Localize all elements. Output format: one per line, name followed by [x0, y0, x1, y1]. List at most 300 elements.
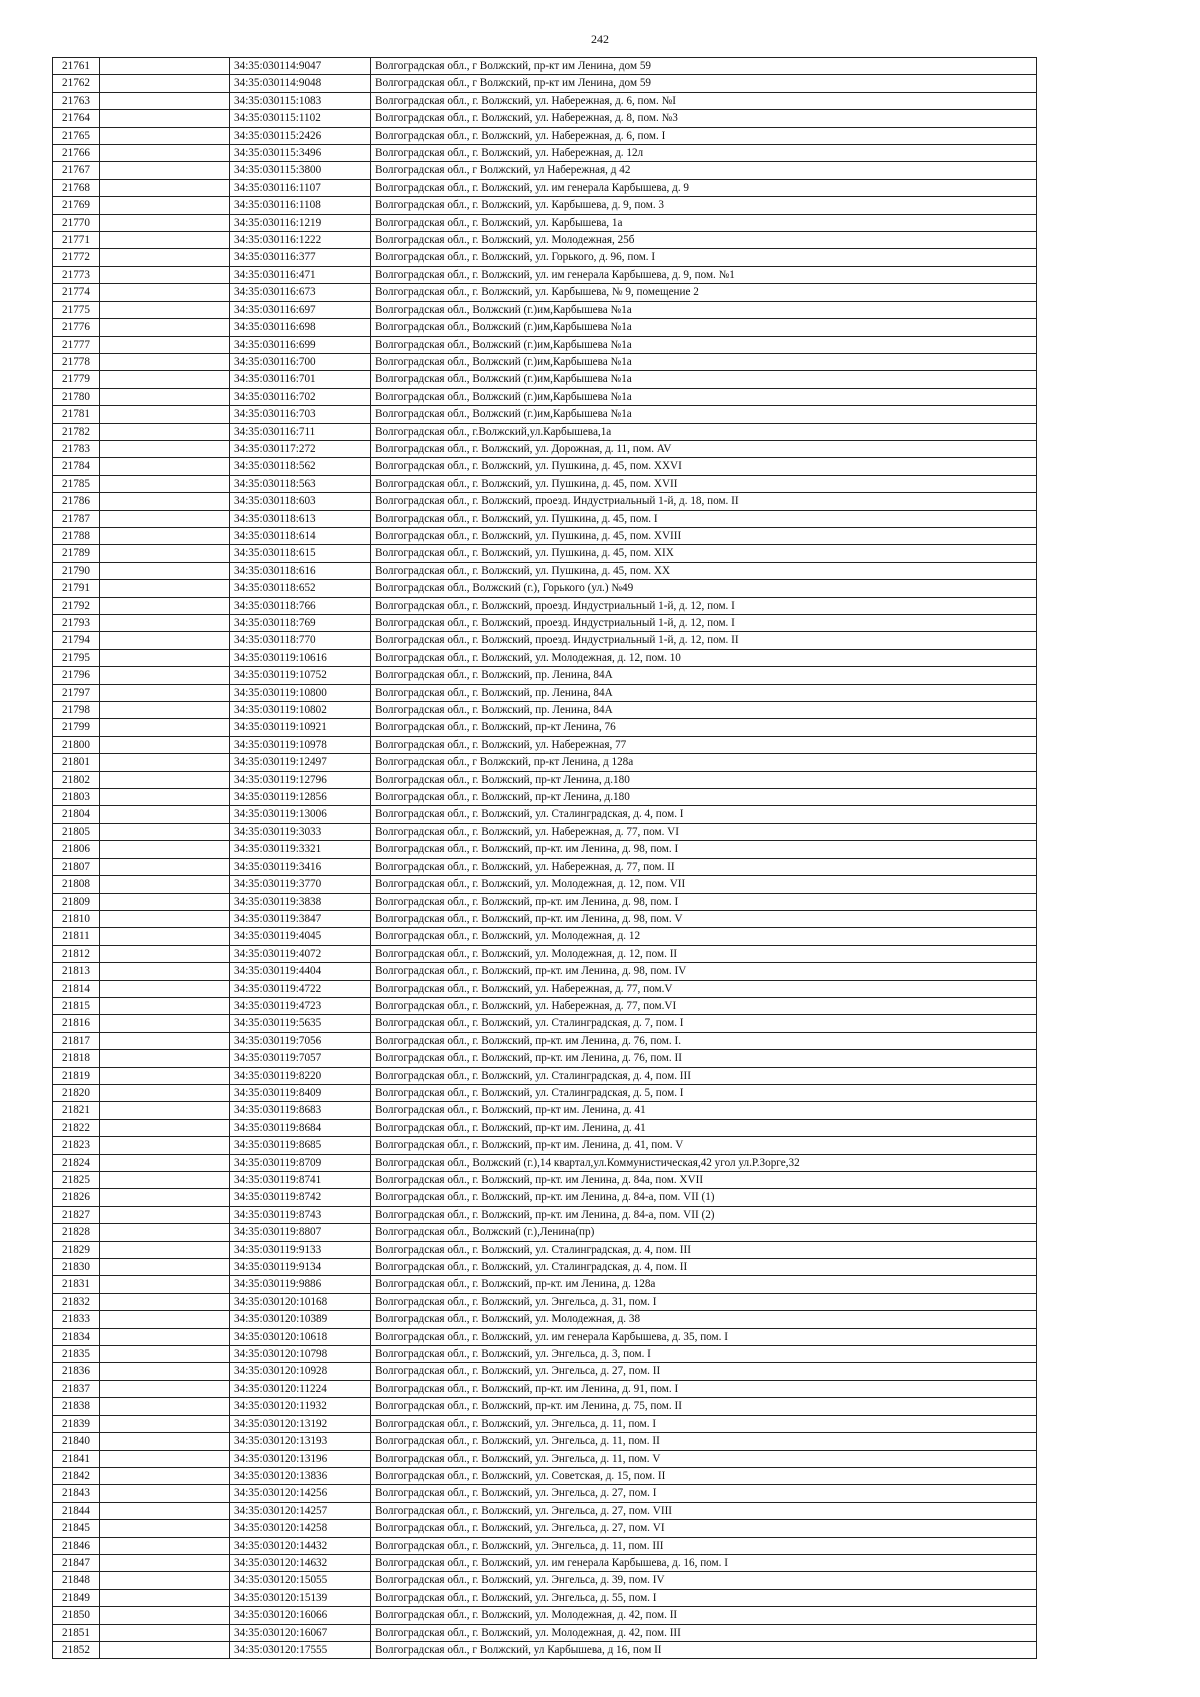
- table-row: [53, 667, 1037, 684]
- cadastral-number: 34:35:030120:14258: [230, 1520, 371, 1537]
- table-row: [53, 179, 1037, 196]
- empty-cell: [100, 266, 230, 283]
- cadastral-number: 34:35:030116:471: [230, 266, 371, 283]
- empty-cell: [100, 1154, 230, 1171]
- cadastral-number: 34:35:030119:8683: [230, 1102, 371, 1119]
- cadastral-number: 34:35:030118:563: [230, 475, 371, 492]
- row-number: 21815: [53, 997, 100, 1014]
- address: Волгоградская обл., г. Волжский, пр-кт им. Ленина, д. 41, пом. V: [371, 1137, 1037, 1154]
- cadastral-number: 34:35:030118:615: [230, 545, 371, 562]
- empty-cell: [100, 1502, 230, 1519]
- empty-cell: [100, 649, 230, 666]
- address: Волгоградская обл., г. Волжский, ул. Карбышева, д. 9, пом. 3: [371, 197, 1037, 214]
- cadastral-number: 34:35:030120:11932: [230, 1398, 371, 1415]
- address: Волгоградская обл., г. Волжский, ул. Сталинградская, д. 4, пом. II: [371, 1259, 1037, 1276]
- empty-cell: [100, 858, 230, 875]
- table-row: [53, 1641, 1037, 1658]
- row-number: 21849: [53, 1589, 100, 1606]
- cadastral-number: 34:35:030119:8685: [230, 1137, 371, 1154]
- empty-cell: [100, 1398, 230, 1415]
- empty-cell: [100, 197, 230, 214]
- table-row: [53, 649, 1037, 666]
- address: Волгоградская обл., г. Волжский, пр-кт. им Ленина, д. 84-а, пом. VII (1): [371, 1189, 1037, 1206]
- address: Волгоградская обл., г. Волжский, ул. Молодежная, 25б: [371, 232, 1037, 249]
- row-number: 21789: [53, 545, 100, 562]
- empty-cell: [100, 162, 230, 179]
- address: Волгоградская обл., г. Волжский, ул. им генерала Карбышева, д. 35, пом. I: [371, 1328, 1037, 1345]
- address: Волгоградская обл., г. Волжский, ул. Карбышева, 1а: [371, 214, 1037, 231]
- cadastral-number: 34:35:030120:16067: [230, 1624, 371, 1641]
- row-number: 21790: [53, 562, 100, 579]
- row-number: 21769: [53, 197, 100, 214]
- empty-cell: [100, 980, 230, 997]
- address: Волгоградская обл., г. Волжский, пр-кт. им Ленина, д. 128а: [371, 1276, 1037, 1293]
- table-row: [53, 527, 1037, 544]
- row-number: 21774: [53, 284, 100, 301]
- row-number: 21763: [53, 92, 100, 109]
- cadastral-number: 34:35:030119:3033: [230, 823, 371, 840]
- empty-cell: [100, 510, 230, 527]
- address: Волгоградская обл., г. Волжский, ул. Карбышева, № 9, помещение 2: [371, 284, 1037, 301]
- cadastral-number: 34:35:030118:652: [230, 580, 371, 597]
- table-row: [53, 1172, 1037, 1189]
- row-number: 21796: [53, 667, 100, 684]
- empty-cell: [100, 1450, 230, 1467]
- address: Волгоградская обл., г. Волжский, ул. Энгельса, д. 3, пом. I: [371, 1346, 1037, 1363]
- row-number: 21772: [53, 249, 100, 266]
- row-number: 21823: [53, 1137, 100, 1154]
- address: Волгоградская обл., Волжский (г.), Горького (ул.) №49: [371, 580, 1037, 597]
- address: Волгоградская обл., г. Волжский, пр-кт. им Ленина, д. 84-а, пом. VII (2): [371, 1206, 1037, 1223]
- empty-cell: [100, 1467, 230, 1484]
- table-row: [53, 475, 1037, 492]
- empty-cell: [100, 841, 230, 858]
- address: Волгоградская обл., г. Волжский, ул. Молодежная, д. 12, пом. II: [371, 945, 1037, 962]
- row-number: 21791: [53, 580, 100, 597]
- empty-cell: [100, 127, 230, 144]
- row-number: 21765: [53, 127, 100, 144]
- row-number: 21803: [53, 789, 100, 806]
- empty-cell: [100, 1050, 230, 1067]
- table-row: [53, 980, 1037, 997]
- address: Волгоградская обл., г Волжский, ул Карбышева, д 16, пом II: [371, 1641, 1037, 1658]
- table-row: [53, 458, 1037, 475]
- registry-table: [52, 57, 1037, 1659]
- address: Волгоградская обл., г. Волжский, пр-кт им. Ленина, д. 41: [371, 1119, 1037, 1136]
- cadastral-number: 34:35:030116:377: [230, 249, 371, 266]
- cadastral-number: 34:35:030120:10798: [230, 1346, 371, 1363]
- cadastral-number: 34:35:030119:8409: [230, 1084, 371, 1101]
- cadastral-number: 34:35:030116:1108: [230, 197, 371, 214]
- empty-cell: [100, 249, 230, 266]
- cadastral-number: 34:35:030116:698: [230, 319, 371, 336]
- table-row: [53, 232, 1037, 249]
- address: Волгоградская обл., г. Волжский, ул. Энгельса, д. 31, пом. I: [371, 1293, 1037, 1310]
- address: Волгоградская обл., г. Волжский, ул. Пушкина, д. 45, пом. XVIII: [371, 527, 1037, 544]
- table-row: [53, 1485, 1037, 1502]
- cadastral-number: 34:35:030118:614: [230, 527, 371, 544]
- row-number: 21777: [53, 336, 100, 353]
- address: Волгоградская обл., г. Волжский, проезд. Индустриальный 1-й, д. 12, пом. II: [371, 632, 1037, 649]
- empty-cell: [100, 1311, 230, 1328]
- table-row: [53, 1328, 1037, 1345]
- table-row: [53, 1050, 1037, 1067]
- row-number: 21851: [53, 1624, 100, 1641]
- table-row: [53, 841, 1037, 858]
- row-number: 21800: [53, 736, 100, 753]
- address: Волгоградская обл., Волжский (г.)им,Карбышева №1а: [371, 406, 1037, 423]
- table-row: [53, 1433, 1037, 1450]
- row-number: 21810: [53, 910, 100, 927]
- row-number: 21797: [53, 684, 100, 701]
- table-row: [53, 910, 1037, 927]
- row-number: 21809: [53, 893, 100, 910]
- address: Волгоградская обл., г. Волжский, ул. Энгельса, д. 11, пом. III: [371, 1537, 1037, 1554]
- empty-cell: [100, 1032, 230, 1049]
- address: Волгоградская обл., г. Волжский, ул. Пушкина, д. 45, пом. I: [371, 510, 1037, 527]
- cadastral-number: 34:35:030119:3770: [230, 876, 371, 893]
- empty-cell: [100, 319, 230, 336]
- address: Волгоградская обл., г Волжский, пр-кт им Ленина, дом 59: [371, 58, 1037, 75]
- table-row: [53, 284, 1037, 301]
- address: Волгоградская обл., Волжский (г.)им,Карбышева №1а: [371, 336, 1037, 353]
- cadastral-number: 34:35:030119:4723: [230, 997, 371, 1014]
- empty-cell: [100, 110, 230, 127]
- row-number: 21793: [53, 615, 100, 632]
- table-row: [53, 371, 1037, 388]
- row-number: 21773: [53, 266, 100, 283]
- empty-cell: [100, 1224, 230, 1241]
- address: Волгоградская обл., г. Волжский, ул. Набережная, 77: [371, 736, 1037, 753]
- cadastral-number: 34:35:030120:13196: [230, 1450, 371, 1467]
- empty-cell: [100, 301, 230, 318]
- row-number: 21844: [53, 1502, 100, 1519]
- row-number: 21816: [53, 1015, 100, 1032]
- empty-cell: [100, 284, 230, 301]
- address: Волгоградская обл., г. Волжский, пр-кт. им Ленина, д. 76, пом. I.: [371, 1032, 1037, 1049]
- address: Волгоградская обл., г. Волжский, ул. Энгельса, д. 27, пом. VIII: [371, 1502, 1037, 1519]
- table-row: [53, 1398, 1037, 1415]
- empty-cell: [100, 545, 230, 562]
- empty-cell: [100, 754, 230, 771]
- row-number: 21822: [53, 1119, 100, 1136]
- table-row: [53, 58, 1037, 75]
- address: Волгоградская обл., г. Волжский, ул. Набережная, д. 77, пом.V: [371, 980, 1037, 997]
- table-row: [53, 1137, 1037, 1154]
- empty-cell: [100, 632, 230, 649]
- table-row: [53, 1537, 1037, 1554]
- table-row: [53, 510, 1037, 527]
- empty-cell: [100, 1119, 230, 1136]
- empty-cell: [100, 1259, 230, 1276]
- row-number: 21811: [53, 928, 100, 945]
- row-number: 21775: [53, 301, 100, 318]
- empty-cell: [100, 1415, 230, 1432]
- cadastral-number: 34:35:030119:10802: [230, 702, 371, 719]
- table-row: [53, 1015, 1037, 1032]
- empty-cell: [100, 1328, 230, 1345]
- empty-cell: [100, 893, 230, 910]
- row-number: 21836: [53, 1363, 100, 1380]
- empty-cell: [100, 145, 230, 162]
- row-number: 21839: [53, 1415, 100, 1432]
- table-row: [53, 1311, 1037, 1328]
- cadastral-number: 34:35:030119:8742: [230, 1189, 371, 1206]
- table-row: [53, 580, 1037, 597]
- address: Волгоградская обл., г. Волжский, ул. Набережная, д. 77, пом. II: [371, 858, 1037, 875]
- address: Волгоградская обл., г. Волжский, ул. Дорожная, д. 11, пом. AV: [371, 440, 1037, 457]
- table-row: [53, 1554, 1037, 1571]
- table-row: [53, 162, 1037, 179]
- address: Волгоградская обл., г. Волжский, ул. Набережная, д. 6, пом. I: [371, 127, 1037, 144]
- cadastral-number: 34:35:030120:13193: [230, 1433, 371, 1450]
- cadastral-number: 34:35:030119:12856: [230, 789, 371, 806]
- cadastral-number: 34:35:030120:13192: [230, 1415, 371, 1432]
- table-row: [53, 876, 1037, 893]
- cadastral-number: 34:35:030119:4404: [230, 963, 371, 980]
- row-number: 21787: [53, 510, 100, 527]
- address: Волгоградская обл., г. Волжский, ул. Набережная, д. 6, пом. №I: [371, 92, 1037, 109]
- table-row: [53, 110, 1037, 127]
- address: Волгоградская обл., г. Волжский, пр-кт Ленина, 76: [371, 719, 1037, 736]
- row-number: 21776: [53, 319, 100, 336]
- table-row: [53, 597, 1037, 614]
- address: Волгоградская обл., г. Волжский, ул. Энгельса, д. 11, пом. V: [371, 1450, 1037, 1467]
- address: Волгоградская обл., г. Волжский, ул. Молодежная, д. 12, пом. 10: [371, 649, 1037, 666]
- empty-cell: [100, 423, 230, 440]
- table-row: [53, 858, 1037, 875]
- table-row: [53, 632, 1037, 649]
- empty-cell: [100, 92, 230, 109]
- cadastral-number: 34:35:030119:9134: [230, 1259, 371, 1276]
- empty-cell: [100, 1485, 230, 1502]
- table-row: [53, 127, 1037, 144]
- empty-cell: [100, 371, 230, 388]
- row-number: 21778: [53, 353, 100, 370]
- cadastral-number: 34:35:030115:3800: [230, 162, 371, 179]
- cadastral-number: 34:35:030119:4072: [230, 945, 371, 962]
- address: Волгоградская обл., г. Волжский, ул. Молодежная, д. 42, пом. III: [371, 1624, 1037, 1641]
- row-number: 21826: [53, 1189, 100, 1206]
- row-number: 21830: [53, 1259, 100, 1276]
- empty-cell: [100, 580, 230, 597]
- row-number: 21794: [53, 632, 100, 649]
- table-row: [53, 266, 1037, 283]
- empty-cell: [100, 806, 230, 823]
- table-row: [53, 1624, 1037, 1641]
- address: Волгоградская обл., г. Волжский, пр-кт. им Ленина, д. 98, пом. I: [371, 841, 1037, 858]
- address: Волгоградская обл., г Волжский, пр-кт им Ленина, дом 59: [371, 75, 1037, 92]
- address: Волгоградская обл., г. Волжский, пр-кт. им Ленина, д. 84а, пом. XVII: [371, 1172, 1037, 1189]
- empty-cell: [100, 232, 230, 249]
- address: Волгоградская обл., г. Волжский, пр. Ленина, 84А: [371, 667, 1037, 684]
- row-number: 21831: [53, 1276, 100, 1293]
- cadastral-number: 34:35:030118:616: [230, 562, 371, 579]
- address: Волгоградская обл., г. Волжский, ул. Пушкина, д. 45, пом. XVII: [371, 475, 1037, 492]
- row-number: 21807: [53, 858, 100, 875]
- address: Волгоградская обл., г. Волжский, ул. Молодежная, д. 38: [371, 1311, 1037, 1328]
- cadastral-number: 34:35:030120:14432: [230, 1537, 371, 1554]
- cadastral-number: 34:35:030120:10928: [230, 1363, 371, 1380]
- table-row: [53, 1589, 1037, 1606]
- table-row: [53, 1380, 1037, 1397]
- address: Волгоградская обл., г. Волжский, ул. Энгельса, д. 11, пом. I: [371, 1415, 1037, 1432]
- table-row: [53, 1346, 1037, 1363]
- cadastral-number: 34:35:030119:10921: [230, 719, 371, 736]
- empty-cell: [100, 1607, 230, 1624]
- empty-cell: [100, 597, 230, 614]
- address: Волгоградская обл., г.Волжский,ул.Карбышева,1а: [371, 423, 1037, 440]
- empty-cell: [100, 1015, 230, 1032]
- row-number: 21843: [53, 1485, 100, 1502]
- address: Волгоградская обл., г. Волжский, ул. Сталинградская, д. 4, пом. I: [371, 806, 1037, 823]
- cadastral-number: 34:35:030118:562: [230, 458, 371, 475]
- table-row: [53, 562, 1037, 579]
- empty-cell: [100, 1067, 230, 1084]
- cadastral-number: 34:35:030119:10752: [230, 667, 371, 684]
- address: Волгоградская обл., Волжский (г.),14 квартал,ул.Коммунистическая,42 угол ул.Р.Зорге,32: [371, 1154, 1037, 1171]
- table-row: [53, 823, 1037, 840]
- cadastral-number: 34:35:030118:769: [230, 615, 371, 632]
- row-number: 21813: [53, 963, 100, 980]
- cadastral-number: 34:35:030114:9047: [230, 58, 371, 75]
- cadastral-number: 34:35:030119:9133: [230, 1241, 371, 1258]
- cadastral-number: 34:35:030116:701: [230, 371, 371, 388]
- address: Волгоградская обл., г Волжский, пр-кт Ленина, д 128а: [371, 754, 1037, 771]
- row-number: 21780: [53, 388, 100, 405]
- empty-cell: [100, 1363, 230, 1380]
- address: Волгоградская обл., Волжский (г.)им,Карбышева №1а: [371, 301, 1037, 318]
- empty-cell: [100, 667, 230, 684]
- table-row: [53, 545, 1037, 562]
- cadastral-number: 34:35:030119:10978: [230, 736, 371, 753]
- table-row: [53, 353, 1037, 370]
- cadastral-number: 34:35:030119:8220: [230, 1067, 371, 1084]
- address: Волгоградская обл., г. Волжский, ул. Пушкина, д. 45, пом. XIX: [371, 545, 1037, 562]
- empty-cell: [100, 1380, 230, 1397]
- table-row: [53, 997, 1037, 1014]
- row-number: 21764: [53, 110, 100, 127]
- row-number: 21814: [53, 980, 100, 997]
- address: Волгоградская обл., г. Волжский, пр-кт Ленина, д.180: [371, 771, 1037, 788]
- empty-cell: [100, 1276, 230, 1293]
- table-row: [53, 1293, 1037, 1310]
- row-number: 21846: [53, 1537, 100, 1554]
- table-row: [53, 92, 1037, 109]
- address: Волгоградская обл., г. Волжский, ул. Советская, д. 15, пом. II: [371, 1467, 1037, 1484]
- cadastral-number: 34:35:030119:4045: [230, 928, 371, 945]
- cadastral-number: 34:35:030120:10389: [230, 1311, 371, 1328]
- empty-cell: [100, 1554, 230, 1571]
- row-number: 21841: [53, 1450, 100, 1467]
- address: Волгоградская обл., Волжский (г.)им,Карбышева №1а: [371, 319, 1037, 336]
- table-row: [53, 319, 1037, 336]
- row-number: 21781: [53, 406, 100, 423]
- address: Волгоградская обл., г. Волжский, ул. Энгельса, д. 39, пом. IV: [371, 1572, 1037, 1589]
- address: Волгоградская обл., г. Волжский, пр-кт. им Ленина, д. 98, пом. IV: [371, 963, 1037, 980]
- empty-cell: [100, 963, 230, 980]
- table-row: [53, 1067, 1037, 1084]
- cadastral-number: 34:35:030115:2426: [230, 127, 371, 144]
- row-number: 21806: [53, 841, 100, 858]
- empty-cell: [100, 910, 230, 927]
- row-number: 21779: [53, 371, 100, 388]
- cadastral-number: 34:35:030119:10800: [230, 684, 371, 701]
- row-number: 21828: [53, 1224, 100, 1241]
- cadastral-number: 34:35:030119:8709: [230, 1154, 371, 1171]
- cadastral-number: 34:35:030120:14257: [230, 1502, 371, 1519]
- address: Волгоградская обл., г. Волжский, ул. Сталинградская, д. 7, пом. I: [371, 1015, 1037, 1032]
- address: Волгоградская обл., г. Волжский, ул. Молодежная, д. 42, пом. II: [371, 1607, 1037, 1624]
- empty-cell: [100, 1641, 230, 1658]
- cadastral-number: 34:35:030119:8743: [230, 1206, 371, 1223]
- cadastral-number: 34:35:030119:7057: [230, 1050, 371, 1067]
- table-row: [53, 684, 1037, 701]
- address: Волгоградская обл., г. Волжский, ул. Сталинградская, д. 5, пом. I: [371, 1084, 1037, 1101]
- row-number: 21788: [53, 527, 100, 544]
- row-number: 21837: [53, 1380, 100, 1397]
- empty-cell: [100, 458, 230, 475]
- row-number: 21834: [53, 1328, 100, 1345]
- cadastral-number: 34:35:030119:4722: [230, 980, 371, 997]
- address: Волгоградская обл., г. Волжский, проезд. Индустриальный 1-й, д. 12, пом. I: [371, 615, 1037, 632]
- cadastral-number: 34:35:030116:703: [230, 406, 371, 423]
- table-row: [53, 789, 1037, 806]
- address: Волгоградская обл., г. Волжский, пр. Ленина, 84А: [371, 684, 1037, 701]
- cadastral-number: 34:35:030119:13006: [230, 806, 371, 823]
- address: Волгоградская обл., г. Волжский, ул. им генерала Карбышева, д. 16, пом. I: [371, 1554, 1037, 1571]
- table-row: [53, 1032, 1037, 1049]
- row-number: 21832: [53, 1293, 100, 1310]
- row-number: 21817: [53, 1032, 100, 1049]
- empty-cell: [100, 1241, 230, 1258]
- table-row: [53, 945, 1037, 962]
- table-row: [53, 1502, 1037, 1519]
- row-number: 21808: [53, 876, 100, 893]
- empty-cell: [100, 702, 230, 719]
- address: Волгоградская обл., г. Волжский, ул. Молодежная, д. 12, пом. VII: [371, 876, 1037, 893]
- table-row: [53, 145, 1037, 162]
- address: Волгоградская обл., г. Волжский, пр. Ленина, 84А: [371, 702, 1037, 719]
- empty-cell: [100, 179, 230, 196]
- empty-cell: [100, 214, 230, 231]
- address: Волгоградская обл., г. Волжский, проезд. Индустриальный 1-й, д. 18, пом. II: [371, 493, 1037, 510]
- cadastral-number: 34:35:030119:7056: [230, 1032, 371, 1049]
- cadastral-number: 34:35:030119:3321: [230, 841, 371, 858]
- empty-cell: [100, 1189, 230, 1206]
- cadastral-number: 34:35:030120:16066: [230, 1607, 371, 1624]
- table-row: [53, 702, 1037, 719]
- cadastral-number: 34:35:030115:3496: [230, 145, 371, 162]
- row-number: 21847: [53, 1554, 100, 1571]
- cadastral-number: 34:35:030116:1219: [230, 214, 371, 231]
- row-number: 21840: [53, 1433, 100, 1450]
- table-row: [53, 493, 1037, 510]
- row-number: 21770: [53, 214, 100, 231]
- cadastral-number: 34:35:030115:1102: [230, 110, 371, 127]
- address: Волгоградская обл., Волжский (г.),Ленина(пр): [371, 1224, 1037, 1241]
- address: Волгоградская обл., Волжский (г.)им,Карбышева №1а: [371, 388, 1037, 405]
- empty-cell: [100, 1102, 230, 1119]
- address: Волгоградская обл., г. Волжский, ул. Энгельса, д. 27, пом. VI: [371, 1520, 1037, 1537]
- address: Волгоградская обл., г. Волжский, пр-кт. им Ленина, д. 76, пом. II: [371, 1050, 1037, 1067]
- empty-cell: [100, 527, 230, 544]
- cadastral-number: 34:35:030120:13836: [230, 1467, 371, 1484]
- row-number: 21833: [53, 1311, 100, 1328]
- cadastral-number: 34:35:030119:12796: [230, 771, 371, 788]
- table-row: [53, 754, 1037, 771]
- table-row: [53, 1206, 1037, 1223]
